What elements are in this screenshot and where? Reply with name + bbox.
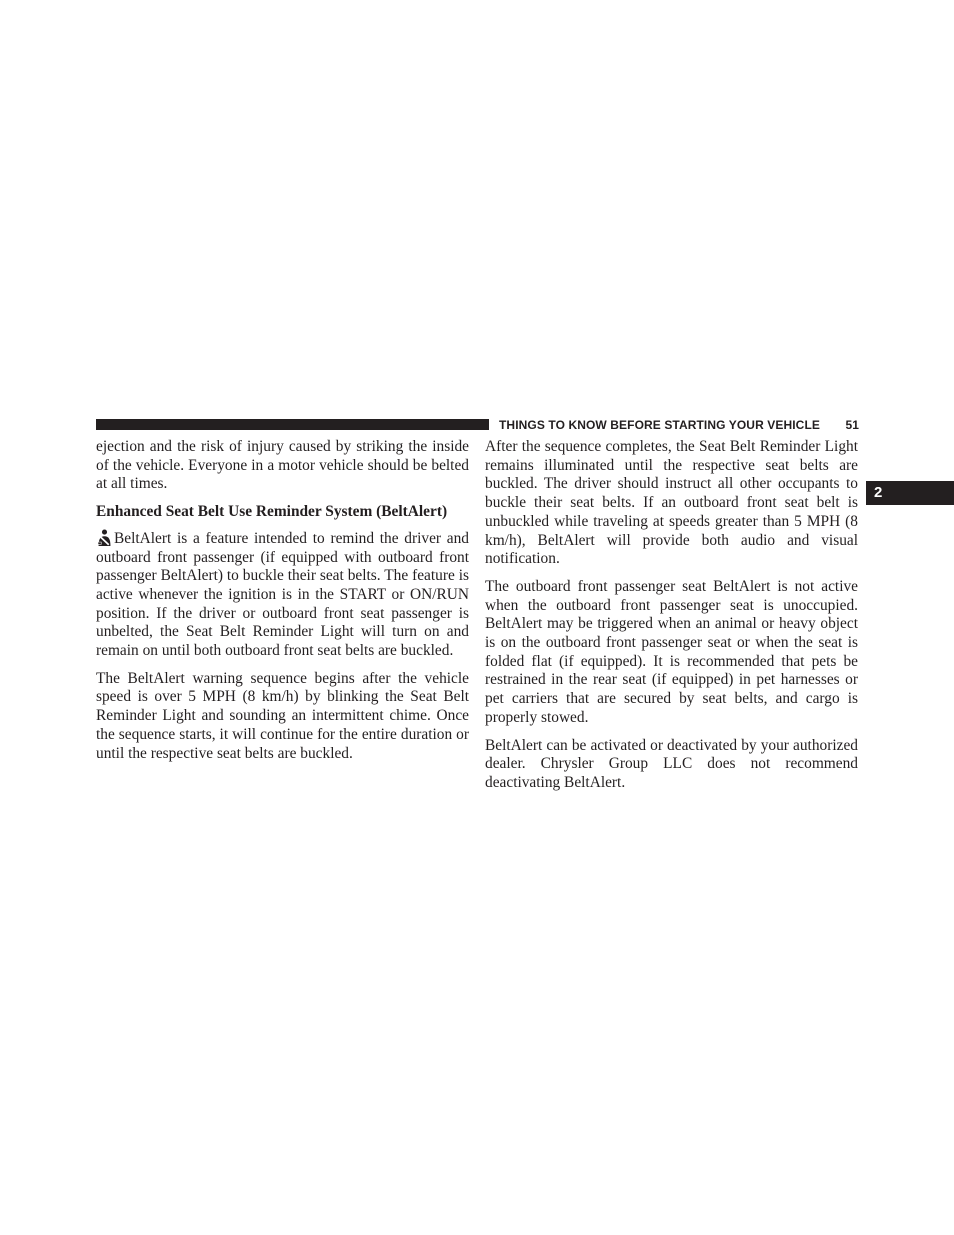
- right-column: [485, 438, 858, 802]
- paragraph-intro: [96, 529, 469, 661]
- header-rule: [96, 419, 489, 430]
- section-heading: Enhanced Seat Belt Use Reminder System (BeltAlert): [96, 503, 448, 521]
- paragraph-passenger: The outboard front passenger seat BeltAlert is not active when the outboard front passenger seat is unoccupied. BeltAlert may be triggered when an animal or heavy object is on the outboard front passenger seat or when the seat is folded flat (if equipped). It is recommended that pets be restrained in the rear seat (if equipped) in pet harnesses or pet carriers that are secured by seat belts, and cargo is properly stowed.: [485, 577, 858, 726]
- paragraph-after-sequence: After the sequence completes, the Seat Belt Reminder Light remains illuminated until the respective seat belts are buckled. The driver should instruct all other occupants to buckle their seat belts. If an outboard front seat belt is unbuckled while traveling at speeds greater than 5 MPH (8 km/h), BeltAlert will provide both audio and visual notification.: [485, 438, 858, 568]
- chapter-tab: 2: [866, 481, 954, 505]
- page-number: 51: [845, 418, 859, 432]
- seat-belt-reminder-icon: [96, 529, 113, 546]
- paragraph-sequence: The BeltAlert warning sequence begins after the vehicle speed is over 5 MPH (8 km/h) by blinking the Seat Belt Reminder Light and sounding an intermittent chime. Once the sequence starts, it will continue for the entire duration or until the respective seat belts are buckled.: [96, 669, 469, 762]
- section-title: THINGS TO KNOW BEFORE STARTING YOUR VEHICLE: [499, 418, 820, 432]
- paragraph-dealer: BeltAlert can be activated or deactivated by your authorized dealer. Chrysler Group LLC does not recommend deactivating BeltAlert.: [485, 736, 858, 791]
- left-column: [96, 438, 469, 772]
- paragraph-continued: ejection and the risk of injury caused by striking the inside of the vehicle. Everyone in a motor vehicle should be belted at all times.: [96, 438, 469, 493]
- running-header: [499, 417, 859, 433]
- paragraph-intro-text: BeltAlert is a feature intended to remind the driver and outboard front passenger (if equipped with outboard front passenger BeltAlert) to buckle their seat belts. The feature is active whenever the ignition is in the START or ON/RUN position. If the driver or outboard front seat passenger is unbelted, the Seat Belt Reminder Light will turn on and remain on until both outboard front seat belts are buckled.: [96, 529, 469, 660]
